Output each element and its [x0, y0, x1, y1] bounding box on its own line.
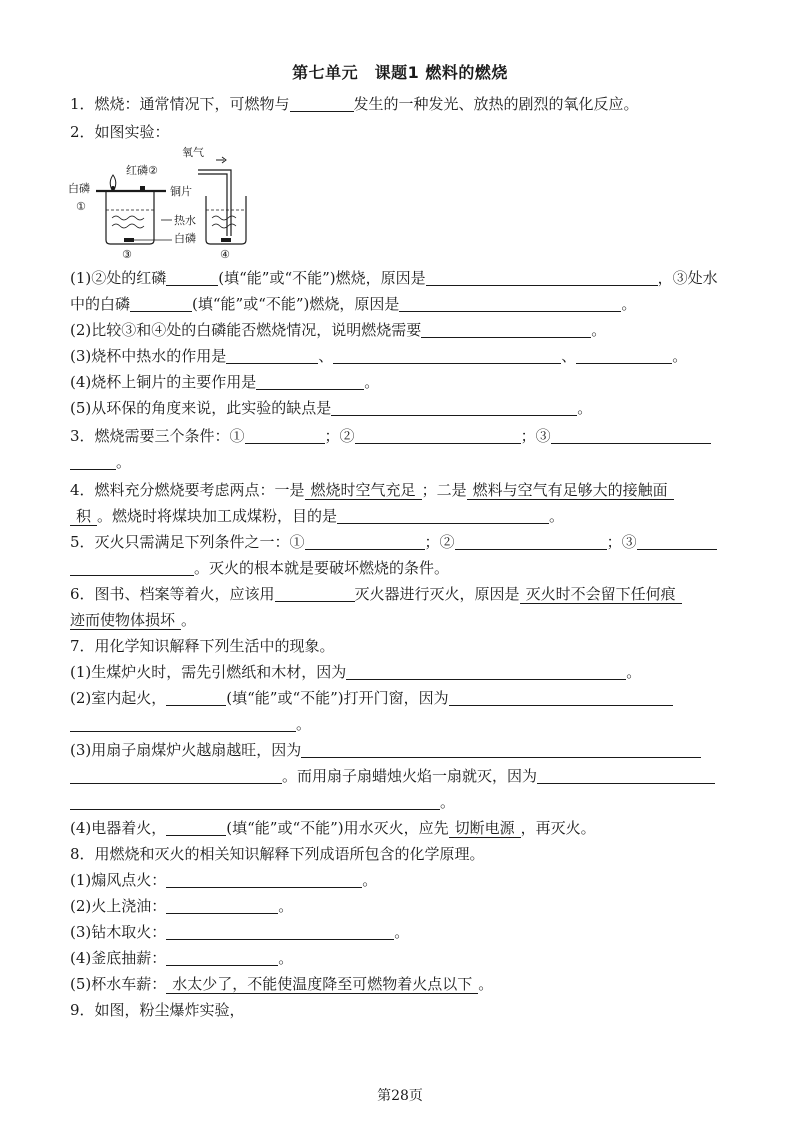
answer-blank[interactable]	[166, 269, 218, 286]
white-phosphorus-label-2: 白磷	[174, 232, 196, 245]
question-7-3-cont-2: 。	[70, 792, 455, 812]
question-8-4: (4)釜底抽薪： 。	[70, 949, 294, 967]
question-7-intro: 7．用化学知识解释下列生活中的现象。	[70, 637, 335, 655]
question-4-cont: 积 。燃烧时将煤块加工成煤粉，目的是 。	[70, 506, 564, 526]
answer-blank[interactable]	[166, 689, 226, 706]
question-7-2-cont: 。	[70, 714, 311, 734]
question-2-2: (2)比较③和④处的白磷能否燃烧情况，说明燃烧需要 。	[70, 321, 607, 339]
page-title: 第七单元 课题1 燃料的燃烧	[292, 63, 508, 82]
answer-blank[interactable]	[551, 427, 711, 444]
answer-blank[interactable]	[70, 793, 440, 810]
filled-answer: 水太少了，不能使温度降至可燃物着火点以下	[166, 975, 478, 994]
question-7-3: (3)用扇子扇煤炉火越扇越旺，因为	[70, 740, 701, 760]
answer-blank[interactable]	[166, 819, 226, 836]
combustion-experiment-diagram	[66, 144, 256, 262]
position-4-label: ④	[220, 248, 230, 261]
copper-sheet-label: 铜片	[170, 185, 192, 198]
answer-blank[interactable]	[455, 533, 607, 550]
answer-blank[interactable]	[355, 427, 521, 444]
white-phosphorus-label-1: 白磷	[68, 182, 90, 195]
answer-blank[interactable]	[256, 373, 364, 390]
hot-water-label: 热水	[174, 214, 196, 227]
question-6: 6．图书、档案等着火，应该用 灭火器进行灭火，原因是 灭火时不会留下任何痕	[70, 584, 682, 604]
answer-blank[interactable]	[290, 95, 354, 112]
question-3-cont: 。	[70, 452, 131, 472]
answer-blank[interactable]	[166, 949, 278, 966]
question-3: 3．燃烧需要三个条件：① ；② ；③	[70, 426, 711, 446]
page-number: 第28页	[377, 1088, 423, 1104]
answer-blank[interactable]	[166, 871, 362, 888]
question-7-4: (4)电器着火， (填“能”或“不能”)用水灭火，应先 切断电源 ，再灭火。	[70, 819, 596, 837]
answer-blank[interactable]	[399, 295, 621, 312]
filled-answer: 燃料与空气有足够大的接触面	[467, 481, 674, 500]
answer-blank[interactable]	[226, 347, 318, 364]
question-4: 4．燃料充分燃烧要考虑两点：一是 燃烧时空气充足 ；二是 燃料与空气有足够大的接触面	[70, 480, 674, 500]
question-2-intro: 2．如图实验：	[70, 123, 170, 141]
oxygen-label: 氧气	[182, 146, 204, 159]
question-8-2: (2)火上浇油： 。	[70, 897, 294, 915]
filled-answer: 灭火时不会留下任何痕	[520, 585, 682, 604]
answer-blank[interactable]	[331, 399, 577, 416]
question-9-intro: 9．如图，粉尘爆炸实验，	[70, 1001, 245, 1019]
question-2-1: (1)②处的红磷 (填“能”或“不能”)燃烧，原因是 ，③处水	[70, 269, 718, 287]
answer-blank[interactable]	[346, 663, 626, 680]
question-7-3-cont: 。而用扇子扇蜡烛火焰一扇就灭，因为	[70, 766, 715, 786]
answer-blank[interactable]	[166, 923, 394, 940]
red-phosphorus-label: 红磷②	[126, 164, 158, 177]
question-1: 1．燃烧：通常情况下，可燃物与 发生的一种发光、放热的剧烈的氧化反应。	[70, 95, 639, 113]
question-8-1: (1)煽风点火： 。	[70, 871, 378, 889]
answer-blank[interactable]	[70, 453, 116, 470]
answer-blank[interactable]	[70, 559, 194, 576]
answer-blank[interactable]	[637, 533, 717, 550]
position-1-label: ①	[76, 200, 86, 213]
answer-blank[interactable]	[337, 507, 549, 524]
answer-blank[interactable]	[301, 741, 701, 758]
question-2-4: (4)烧杯上铜片的主要作用是 。	[70, 373, 380, 391]
answer-blank[interactable]	[130, 295, 192, 312]
answer-blank[interactable]	[166, 897, 278, 914]
position-3-label: ③	[122, 248, 132, 261]
filled-answer: 迹而使物体损坏	[70, 611, 181, 630]
question-8-intro: 8．用燃烧和灭火的相关知识解释下列成语所包含的化学原理。	[70, 845, 485, 863]
answer-blank[interactable]	[70, 767, 282, 784]
question-2-1-cont: 中的白磷 (填“能”或“不能”)燃烧，原因是 。	[70, 295, 637, 313]
answer-blank[interactable]	[70, 715, 296, 732]
question-7-1: (1)生煤炉火时，需先引燃纸和木材，因为 。	[70, 663, 642, 681]
filled-answer: 燃烧时空气充足	[305, 481, 422, 500]
question-2-5: (5)从环保的角度来说，此实验的缺点是 。	[70, 399, 593, 417]
question-5-cont: 。灭火的根本就是要破坏燃烧的条件。	[70, 558, 449, 578]
answer-blank[interactable]	[421, 321, 591, 338]
answer-blank[interactable]	[333, 347, 561, 364]
question-5: 5．灭火只需满足下列条件之一：① ；② ；③	[70, 532, 717, 552]
filled-answer: 切断电源	[449, 819, 521, 838]
answer-blank[interactable]	[275, 585, 355, 602]
question-8-5: (5)杯水车薪： 水太少了，不能使温度降至可燃物着火点以下 。	[70, 975, 494, 993]
question-8-3: (3)钻木取火： 。	[70, 923, 410, 941]
filled-answer: 积	[70, 507, 97, 526]
question-2-3: (3)烧杯中热水的作用是 、 、 。	[70, 347, 688, 365]
answer-blank[interactable]	[305, 533, 425, 550]
answer-blank[interactable]	[245, 427, 325, 444]
answer-blank[interactable]	[449, 689, 673, 706]
question-6-cont: 迹而使物体损坏 。	[70, 611, 197, 629]
question-7-2: (2)室内起火， (填“能”或“不能”)打开门窗，因为	[70, 688, 673, 708]
answer-blank[interactable]	[426, 269, 658, 286]
answer-blank[interactable]	[537, 767, 715, 784]
answer-blank[interactable]	[576, 347, 672, 364]
